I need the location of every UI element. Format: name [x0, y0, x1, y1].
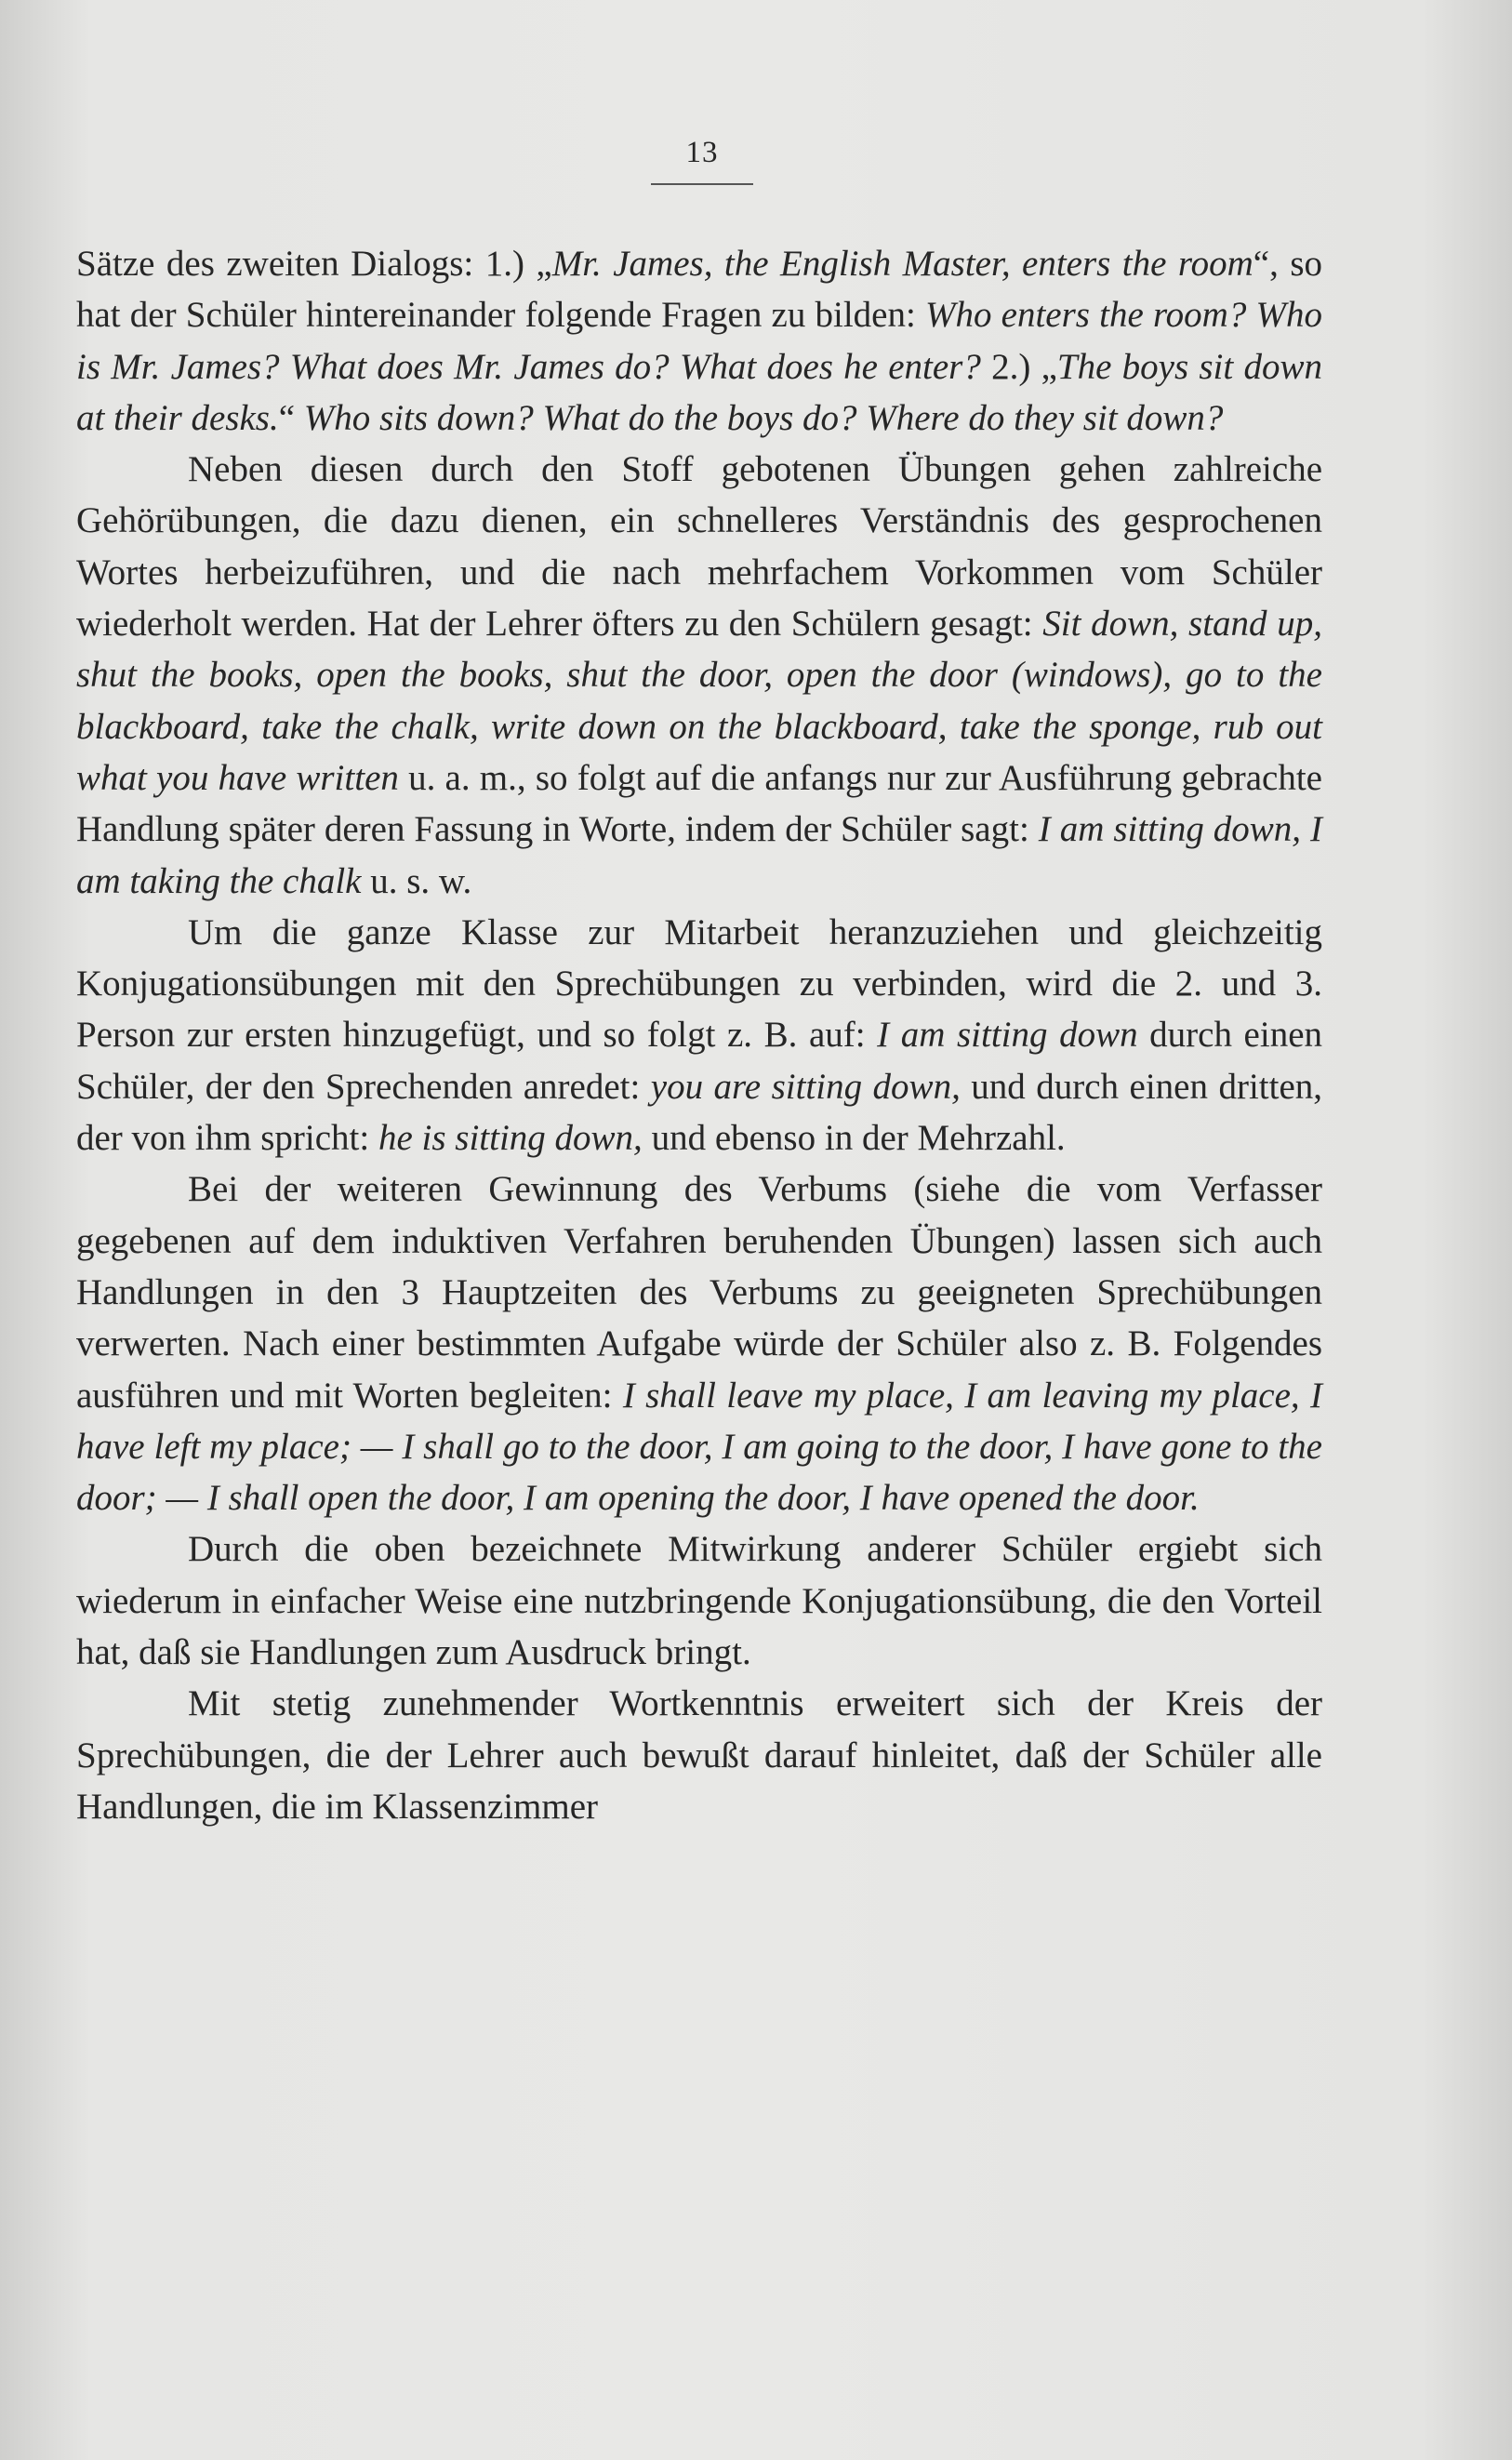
paragraph	[76, 907, 1322, 1164]
italic-text: you are sitting down,	[650, 1066, 961, 1107]
text-run: “	[278, 397, 304, 438]
paragraph	[76, 444, 1322, 907]
body-text	[76, 238, 1322, 1832]
page-number: 13	[685, 136, 719, 169]
italic-text: I am sitting down	[877, 1015, 1138, 1056]
text-run: durch einen Schüler, der den Sprechenden anredet:	[76, 1015, 1322, 1107]
text-run: Bei der weiteren Gewinnung des Verbums (siehe die vom Verfasser gegebenen auf dem induktiven Verfahren beruhenden Übungen) lassen sich auch Handlungen in den 3 Hauptzeiten des Verbums zu geeigneten Sprechübungen verwerten. Nach einer bestimmten Aufgabe würde der Schüler also z. B. Folgendes ausführen und mit Worten begleiten:	[76, 1169, 1322, 1416]
paragraph	[76, 238, 1322, 444]
italic-text: he is sitting down,	[378, 1118, 643, 1159]
text-run: “, so hat der Schüler hintereinander folgende Fragen zu bilden:	[76, 244, 1322, 336]
paragraph	[76, 1523, 1322, 1678]
text-run: und ebenso in der Mehrzahl.	[642, 1118, 1066, 1159]
italic-text: Sit down, stand up, shut the books, open the books, shut the door, open the door (windows), go to the blackboard, take the chalk, write down on the blackboard, take the sponge, rub out what you have written	[76, 604, 1322, 798]
page-number-rule	[651, 183, 753, 185]
italic-text: I shall leave my place, I am leaving my place, I have left my place; — I shall go to the door, I am going to the door, I have gone to the door; — I shall open the door, I am opening the door, I have opened the door.	[76, 1375, 1322, 1519]
text-run: Mit stetig zunehmender Wortkenntnis erweitert sich der Kreis der Sprechübungen, die der Lehrer auch bewußt darauf hinleitet, daß der Schüler alle Handlungen, die im Klassenzimmer	[76, 1683, 1322, 1827]
paragraph	[76, 1678, 1322, 1832]
text-run: Neben diesen durch den Stoff gebotenen Übungen gehen zahlreiche Gehörübungen, die dazu dienen, ein schnelleres Verständnis des gesprochenen Wortes herbeizuführen, und die nach mehrfachem Vorkommen vom Schüler wiederholt werden. Hat der Lehrer öfters zu den Schülern gesagt:	[76, 449, 1322, 645]
italic-text: Who enters the room? Who is Mr. James? What does Mr. James do? What does he enter?	[76, 295, 1322, 387]
text-run: u. s. w.	[361, 860, 472, 901]
italic-text: Mr. James, the English Master, enters the room	[551, 244, 1253, 284]
text-run: u. a. m., so folgt auf die anfangs nur zur Ausführung gebrachte Handlung später deren Fassung in Worte, indem der Schüler sagt:	[76, 757, 1322, 850]
italic-text: The boys sit down at their desks.	[76, 346, 1322, 438]
text-run: 2.) „	[980, 346, 1057, 387]
italic-text: Who sits down? What do the boys do? Where do they sit down?	[303, 397, 1224, 438]
text-run: Um die ganze Klasse zur Mitarbeit heranzuziehen und gleichzeitig Konjugationsübungen mit den Sprechübungen zu verbinden, wird die 2. und 3. Person zur ersten hinzugefügt, und so folgt z. B. auf:	[76, 911, 1322, 1056]
text-run: Durch die oben bezeichnete Mitwirkung anderer Schüler ergiebt sich wiederum in einfacher Weise eine nutzbringende Konjugationsübung, die den Vorteil hat, daß sie Handlungen zum Ausdruck bringt.	[76, 1529, 1322, 1673]
paragraph	[76, 1164, 1322, 1523]
text-run: und durch einen dritten, der von ihm spricht:	[76, 1066, 1323, 1159]
text-run: Sätze des zweiten Dialogs: 1.) „	[76, 244, 552, 284]
italic-text: I am sitting down, I am taking the chalk	[76, 809, 1323, 901]
